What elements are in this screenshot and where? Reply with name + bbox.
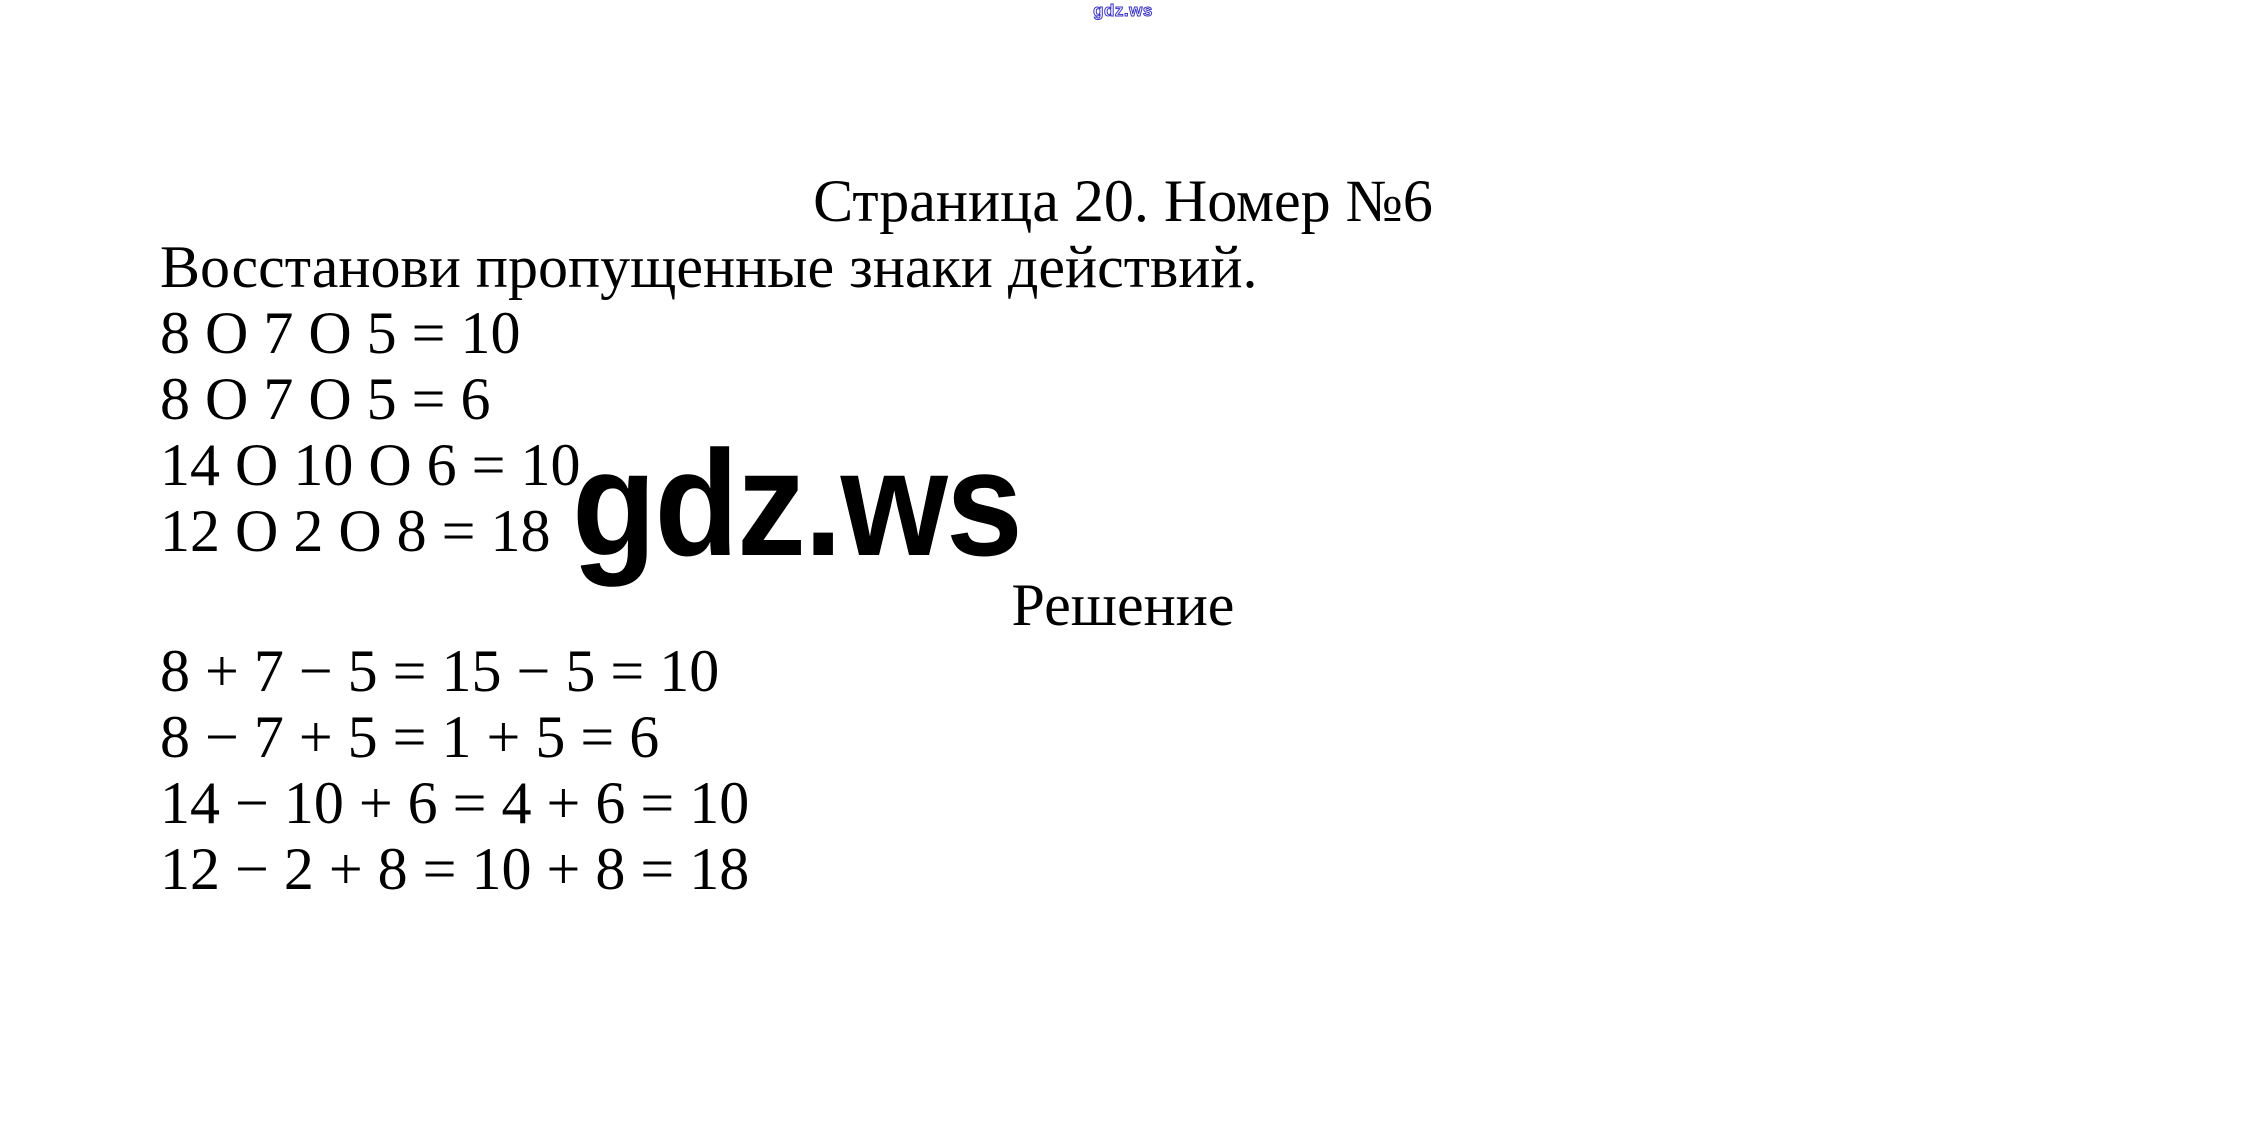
solution-equation-4: 12 − 2 + 8 = 10 + 8 = 18	[160, 836, 750, 902]
task-instruction: Восстанови пропущенные знаки действий.	[160, 234, 1258, 300]
solution-heading: Решение	[1011, 572, 1235, 638]
solution-equation-1: 8 + 7 − 5 = 15 − 5 = 10	[160, 638, 720, 704]
task-equation-4: 12 О 2 О 8 = 18	[160, 498, 551, 564]
site-watermark: gdz.ws	[572, 419, 1021, 587]
site-logo-small: gdz.ws	[1093, 1, 1153, 20]
page-title: Страница 20. Номер №6	[813, 168, 1433, 234]
task-equation-2: 8 О 7 О 5 = 6	[160, 366, 491, 432]
solution-equation-3: 14 − 10 + 6 = 4 + 6 = 10	[160, 770, 750, 836]
task-equation-3: 14 О 10 О 6 = 10	[160, 432, 581, 498]
task-equation-1: 8 О 7 О 5 = 10	[160, 300, 521, 366]
solution-equation-2: 8 − 7 + 5 = 1 + 5 = 6	[160, 704, 660, 770]
page-content	[0, 168, 2246, 902]
